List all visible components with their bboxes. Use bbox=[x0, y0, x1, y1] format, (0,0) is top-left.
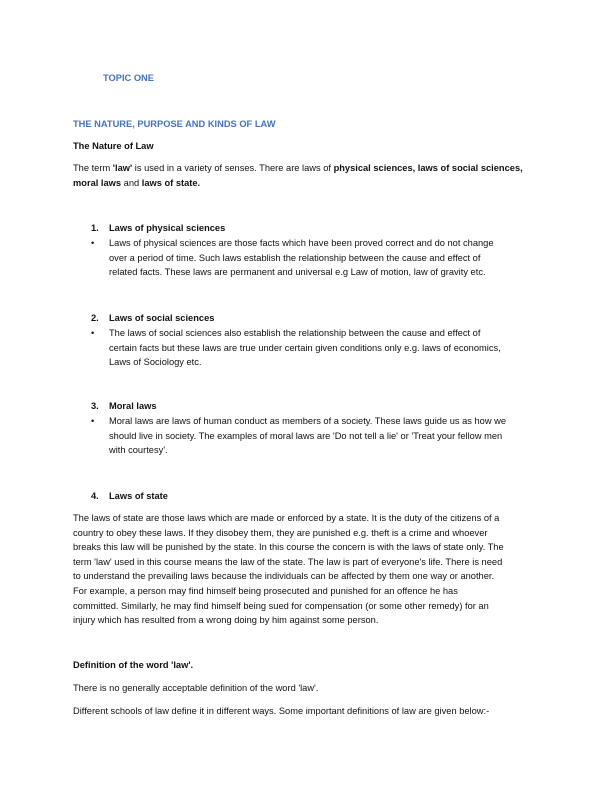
topic-label: TOPIC ONE bbox=[103, 73, 154, 83]
paragraph-line: injury which has resulted from a wrong doing by him against some person. bbox=[73, 615, 379, 626]
intro-text: is used in a variety of senses. There are laws of bbox=[132, 163, 334, 173]
state-paragraph bbox=[73, 511, 553, 628]
intro-text: The term bbox=[73, 163, 113, 173]
list-item-title: Laws of state bbox=[109, 491, 168, 501]
paragraph-line: breaks this law will be punished by the state. In this course the concern is with the laws of state only. The bbox=[73, 542, 504, 553]
list-item-title: Moral laws bbox=[109, 401, 157, 411]
list-item-title: Laws of social sciences bbox=[109, 313, 215, 323]
intro-bold: moral laws bbox=[73, 177, 122, 188]
paragraph-line: term 'law' used in this course means the law of the state. The law is part of everyone's life. There is need bbox=[73, 556, 503, 567]
intro-bold: laws of state. bbox=[141, 177, 201, 188]
paragraph-line: to understand the prevailing laws because the individuals can be affected by them one way or another. bbox=[73, 571, 495, 582]
paragraph-line: country to obey these laws. If they disobey them, they are punished e.g. theft is a crime and whoever bbox=[73, 527, 488, 538]
bullet-text-line: Moral laws are laws of human conduct as members of a society. These laws guide us as how we bbox=[109, 416, 507, 426]
bullet-text-line: should live in society. The examples of moral laws are 'Do not tell a lie' or 'Treat your fellow men bbox=[109, 430, 503, 441]
bullet-icon: • bbox=[91, 328, 95, 338]
bullet-text-line: related facts. These laws are permanent and universal e.g Law of motion, law of gravity etc. bbox=[109, 267, 486, 278]
bullet-text-line: certain facts but these laws are true under certain given conditions only e.g. laws of economics, bbox=[109, 342, 501, 353]
list-item-title: Laws of physical sciences bbox=[109, 223, 226, 233]
bullet-icon: • bbox=[91, 238, 95, 248]
list-number: 1. bbox=[91, 223, 99, 233]
bullet-text-line: over a period of time. Such laws establish the relationship between the cause and effect of bbox=[109, 252, 481, 263]
bullet-text-line: The laws of social sciences also establish the relationship between the cause and effect of bbox=[109, 328, 481, 338]
definition-paragraph: Different schools of law define it in different ways. Some important definitions of law are given below:- bbox=[73, 706, 490, 716]
subheading: The Nature of Law bbox=[73, 141, 154, 151]
paragraph-line: For example, a person may find himself being prosecuted and punished for an offence he has bbox=[73, 585, 458, 596]
definition-paragraph: There is no generally acceptable definition of the word 'law'. bbox=[73, 683, 319, 693]
paragraph-line: committed. Similarly, he may find himself being sued for compensation (or some other remedy) for an bbox=[73, 600, 489, 611]
bullet-icon: • bbox=[91, 416, 95, 426]
intro-bold: physical sciences, laws of social sciences, bbox=[333, 163, 523, 173]
list-number: 4. bbox=[91, 491, 99, 501]
intro-text: and bbox=[121, 177, 142, 188]
paragraph-line: The laws of state are those laws which are made or enforced by a state. It is the duty of the citizens of a bbox=[73, 513, 500, 523]
bullet-text-line: Laws of Sociology etc. bbox=[109, 357, 202, 368]
intro-bold: 'law' bbox=[112, 163, 133, 173]
list-number: 3. bbox=[91, 401, 99, 411]
intro-paragraph bbox=[73, 161, 553, 190]
list-number: 2. bbox=[91, 313, 99, 323]
definition-heading: Definition of the word 'law'. bbox=[73, 660, 194, 670]
bullet-text-line: with courtesy'. bbox=[109, 445, 168, 456]
bullet-text-line: Laws of physical sciences are those facts which have been proved correct and do not change bbox=[109, 238, 494, 248]
section-heading: THE NATURE, PURPOSE AND KINDS OF LAW bbox=[73, 119, 276, 129]
